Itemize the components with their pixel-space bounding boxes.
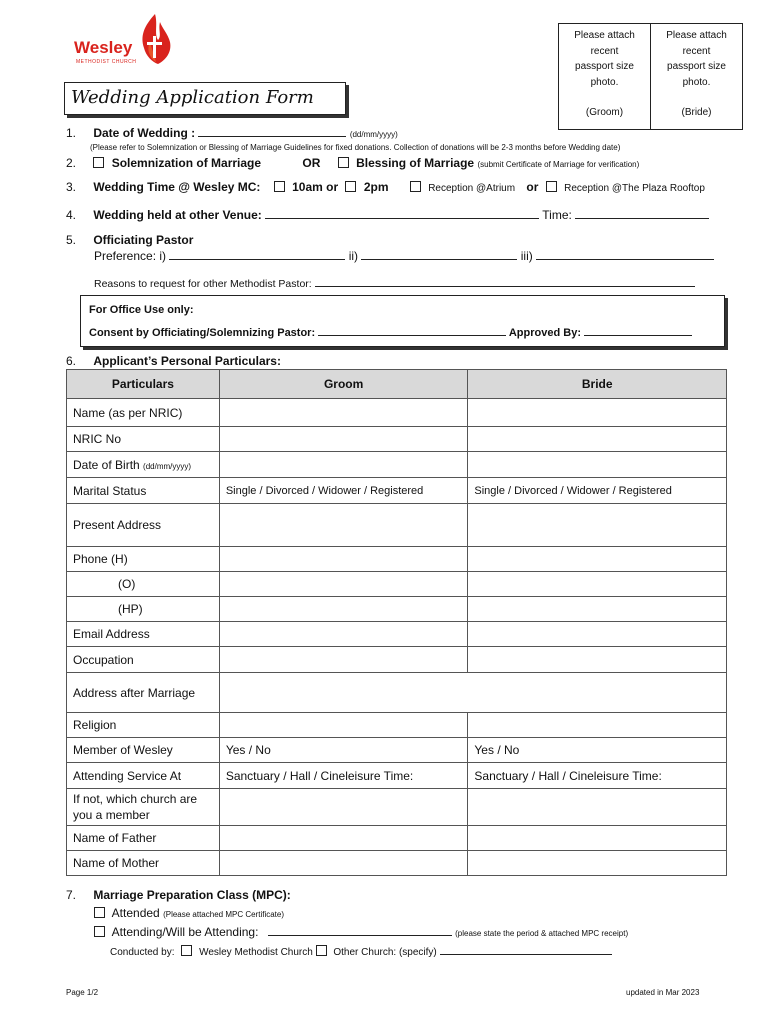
pastor-reasons-field[interactable] <box>315 276 695 287</box>
bride-address-cell[interactable] <box>468 504 727 547</box>
bride-name-cell[interactable] <box>468 399 727 427</box>
address-after-marriage-cell[interactable] <box>219 673 726 713</box>
table-row: Email Address <box>67 622 727 647</box>
pastor-preference: Preference: i) ii) iii) <box>94 249 714 263</box>
table-row: Name of Father <box>67 826 727 851</box>
bride-member-cell[interactable]: Yes / No <box>468 738 727 763</box>
bride-other-church-cell[interactable] <box>468 789 727 826</box>
updated-date: updated in Mar 2023 <box>626 988 700 997</box>
table-row: Date of Birth (dd/mm/yyyy) <box>67 452 727 478</box>
wedding-date-field[interactable] <box>198 126 346 137</box>
bride-occupation-cell[interactable] <box>468 647 727 673</box>
groom-marital-cell[interactable]: Single / Divorced / Widower / Registered <box>219 478 468 504</box>
q7-mpc: 7. Marriage Preparation Class (MPC): <box>66 888 291 902</box>
bride-email-cell[interactable] <box>468 622 727 647</box>
mpc-attended: Attended (Please attached MPC Certificate) <box>94 906 284 920</box>
reception-plaza-checkbox[interactable] <box>546 181 557 192</box>
table-row: Marital Status Single / Divorced / Widower / Registered Single / Divorced / Widower / Registered <box>67 478 727 504</box>
groom-dob-cell[interactable] <box>219 452 468 478</box>
time-2pm-checkbox[interactable] <box>345 181 356 192</box>
header-groom: Groom <box>219 370 468 399</box>
groom-service-cell[interactable]: Sanctuary / Hall / Cineleisure Time: <box>219 763 468 789</box>
table-row: (O) <box>67 572 727 597</box>
conducted-wesley-checkbox[interactable] <box>181 945 192 956</box>
form-title-box <box>64 82 346 115</box>
bride-service-cell[interactable]: Sanctuary / Hall / Cineleisure Time: <box>468 763 727 789</box>
mpc-conducted: Conducted by: Wesley Methodist Church Other Church: (specify) <box>110 944 612 958</box>
header-particulars: Particulars <box>67 370 220 399</box>
solemnization-checkbox[interactable] <box>93 157 104 168</box>
approved-by-field[interactable] <box>584 325 692 336</box>
table-row: Occupation <box>67 647 727 673</box>
q6-particulars: 6. Applicant’s Personal Particulars: <box>66 354 281 368</box>
bride-photo-slot[interactable]: Please attach recent passport size photo. (Bride) <box>666 30 727 118</box>
table-row: If not, which church are you a member <box>67 789 727 826</box>
groom-religion-cell[interactable] <box>219 713 468 738</box>
table-row: Religion <box>67 713 727 738</box>
table-row: NRIC No <box>67 427 727 452</box>
table-row: Phone (H) <box>67 547 727 572</box>
consent-field[interactable] <box>318 325 506 336</box>
other-church-field[interactable] <box>440 944 612 955</box>
bride-marital-cell[interactable]: Single / Divorced / Widower / Registered <box>468 478 727 504</box>
bride-phone-hp-cell[interactable] <box>468 597 727 622</box>
q4-venue: 4. Wedding held at other Venue: Time: <box>66 208 709 222</box>
groom-photo-slot[interactable]: Please attach recent passport size photo. (Groom) <box>559 24 651 129</box>
groom-member-cell[interactable]: Yes / No <box>219 738 468 763</box>
groom-mother-cell[interactable] <box>219 851 468 876</box>
pastor-pref-1-field[interactable] <box>169 249 345 260</box>
bride-phone-o-cell[interactable] <box>468 572 727 597</box>
groom-phone-h-cell[interactable] <box>219 547 468 572</box>
bride-phone-h-cell[interactable] <box>468 547 727 572</box>
mpc-period-field[interactable] <box>268 925 452 936</box>
q1-note: (Please refer to Solemnization or Blessing of Marriage Guidelines for fixed donations. Collection of donations will be 2-3 months before Wedding date) <box>90 143 621 152</box>
other-venue-field[interactable] <box>265 208 539 219</box>
blessing-checkbox[interactable] <box>338 157 349 168</box>
q3-time: 3. Wedding Time @ Wesley MC: 10am or 2pm Reception @Atrium or Reception @The Plaza Rooftop <box>66 180 705 194</box>
table-row: Name (as per NRIC) <box>67 399 727 427</box>
reception-atrium-checkbox[interactable] <box>410 181 421 192</box>
logo-subtitle: METHODIST CHURCH <box>76 59 137 65</box>
page-number: Page 1/2 <box>66 988 99 997</box>
bride-dob-cell[interactable] <box>468 452 727 478</box>
pastor-pref-3-field[interactable] <box>536 249 714 260</box>
form-title: Wedding Application Form <box>71 87 314 108</box>
church-logo <box>74 12 174 72</box>
q1-date: 1. Date of Wedding : (dd/mm/yyyy) <box>66 126 398 140</box>
logo-name: Wesley <box>74 38 133 57</box>
bride-religion-cell[interactable] <box>468 713 727 738</box>
table-row: Name of Mother <box>67 851 727 876</box>
particulars-table <box>66 369 727 876</box>
table-row: (HP) <box>67 597 727 622</box>
bride-mother-cell[interactable] <box>468 851 727 876</box>
table-row: Address after Marriage <box>67 673 727 713</box>
table-header-row <box>67 370 727 399</box>
groom-email-cell[interactable] <box>219 622 468 647</box>
office-use-box: For Office Use only: Consent by Officiating/Solemnizing Pastor: Approved By: <box>80 295 725 347</box>
groom-phone-o-cell[interactable] <box>219 572 468 597</box>
mpc-attending: Attending/Will be Attending: (please state the period & attached MPC receipt) <box>94 925 628 939</box>
mpc-attending-checkbox[interactable] <box>94 926 105 937</box>
groom-name-cell[interactable] <box>219 399 468 427</box>
mpc-attended-checkbox[interactable] <box>94 907 105 918</box>
header-bride: Bride <box>468 370 727 399</box>
photo-box <box>558 23 743 130</box>
pastor-pref-2-field[interactable] <box>361 249 517 260</box>
bride-father-cell[interactable] <box>468 826 727 851</box>
other-venue-time-field[interactable] <box>575 208 709 219</box>
groom-father-cell[interactable] <box>219 826 468 851</box>
q5-pastor: 5. Officiating Pastor <box>66 233 194 247</box>
groom-address-cell[interactable] <box>219 504 468 547</box>
time-10am-checkbox[interactable] <box>274 181 285 192</box>
bride-nric-cell[interactable] <box>468 427 727 452</box>
table-row: Member of Wesley Yes / No Yes / No <box>67 738 727 763</box>
q2-type: 2. Solemnization of Marriage OR Blessing of Marriage (submit Certificate of Marriage for verification) <box>66 156 640 170</box>
table-row: Present Address <box>67 504 727 547</box>
groom-other-church-cell[interactable] <box>219 789 468 826</box>
flame-cross-icon <box>136 12 174 70</box>
groom-phone-hp-cell[interactable] <box>219 597 468 622</box>
pastor-reasons: Reasons to request for other Methodist Pastor: <box>94 276 695 290</box>
conducted-other-checkbox[interactable] <box>316 945 327 956</box>
table-row: Attending Service At Sanctuary / Hall / Cineleisure Time: Sanctuary / Hall / Cineleisure Time: <box>67 763 727 789</box>
groom-nric-cell[interactable] <box>219 427 468 452</box>
groom-occupation-cell[interactable] <box>219 647 468 673</box>
